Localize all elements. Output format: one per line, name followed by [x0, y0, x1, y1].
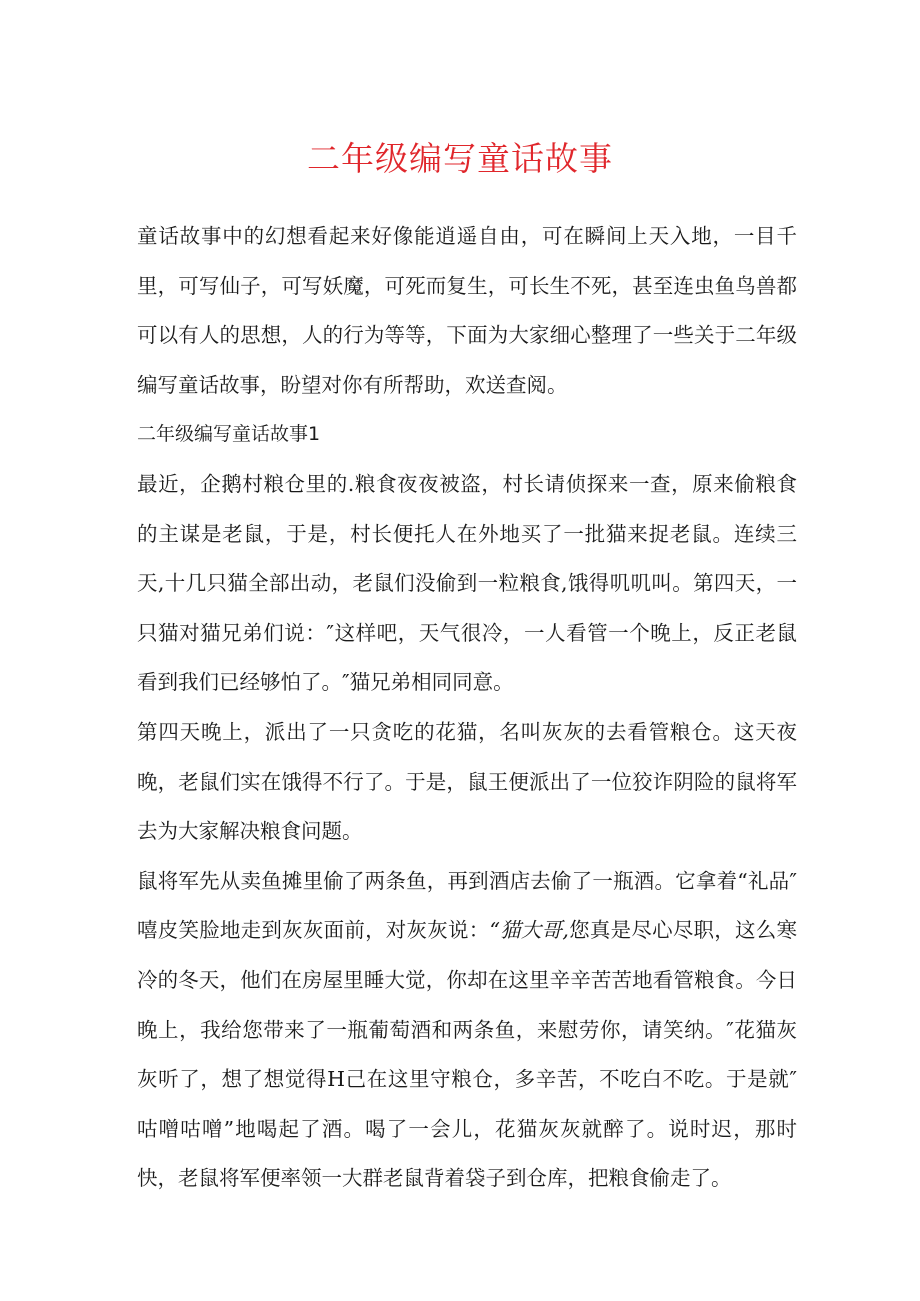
- story-paragraph: 第四天晚上，派出了一只贪吃的花猫，名叫灰灰的去看管粮仓。这天夜晚，老鼠们实在饿得不行了。于是，鼠王便派出了一位狡诈阴险的鼠将军去为大家解决粮食问题。: [137, 719, 797, 844]
- quoted-greeting: “猫大哥,: [489, 918, 569, 943]
- story-paragraph: [137, 857, 797, 1204]
- intro-paragraph: 童话故事中的幻想看起来好像能逍遥自由，可在瞬间上天入地，一目千里，可写仙子，可写妖魔，可死而复生，可长生不死，甚至连虫鱼鸟兽都可以有人的思想，人的行为等等，下面为大家细心整理了一些关于二年级编写童话故事，盼望对你有所帮助，欢送查阅。: [137, 224, 797, 397]
- document-body: [137, 212, 797, 1204]
- document-title: 二年级编写童话故事: [307, 139, 613, 178]
- story-text: 您真是尽心尽职，这么寒冷的冬天，他们在房屋里睡大觉，你却在这里辛辛苦苦地看管粮食。今日晚上，我给您带来了一瓶葡萄酒和两条鱼，来慰劳你，请笑纳。″花猫灰灰听了，想了想觉得H己在这里守粮仓，多辛苦，不吃白不吃。于是就″咕噌咕噌”地喝起了酒。喝了一会儿，花猫灰灰就醉了。说时迟，那时快，老鼠将军便率领一大群老鼠背着袋子到仓库，把粮食偷走了。: [137, 918, 797, 1191]
- story-paragraph: 最近，企鹅村粮仓里的.粮食夜夜被盗，村长请侦探来一查，原来偷粮食的主谋是老鼠，于是，村长便托人在外地买了一批猫来捉老鼠。连续三天,十几只猫全部出动，老鼠们没偷到一粒粮食,饿得叽叽叫。第四天，一只猫对猫兄弟们说：″这样吧，天气很冷，一人看管一个晚上，反正老鼠看到我们已经够怕了。″猫兄弟相同同意。: [137, 471, 797, 695]
- story-text: 鼠将军先从卖鱼摊里偷了两条鱼，再到酒店去偷了一瓶酒。它拿着“礼品″嘻皮笑脸地走到灰灰面前，对灰灰说：: [137, 868, 797, 943]
- section-heading: 二年级编写童话故事1: [137, 423, 321, 446]
